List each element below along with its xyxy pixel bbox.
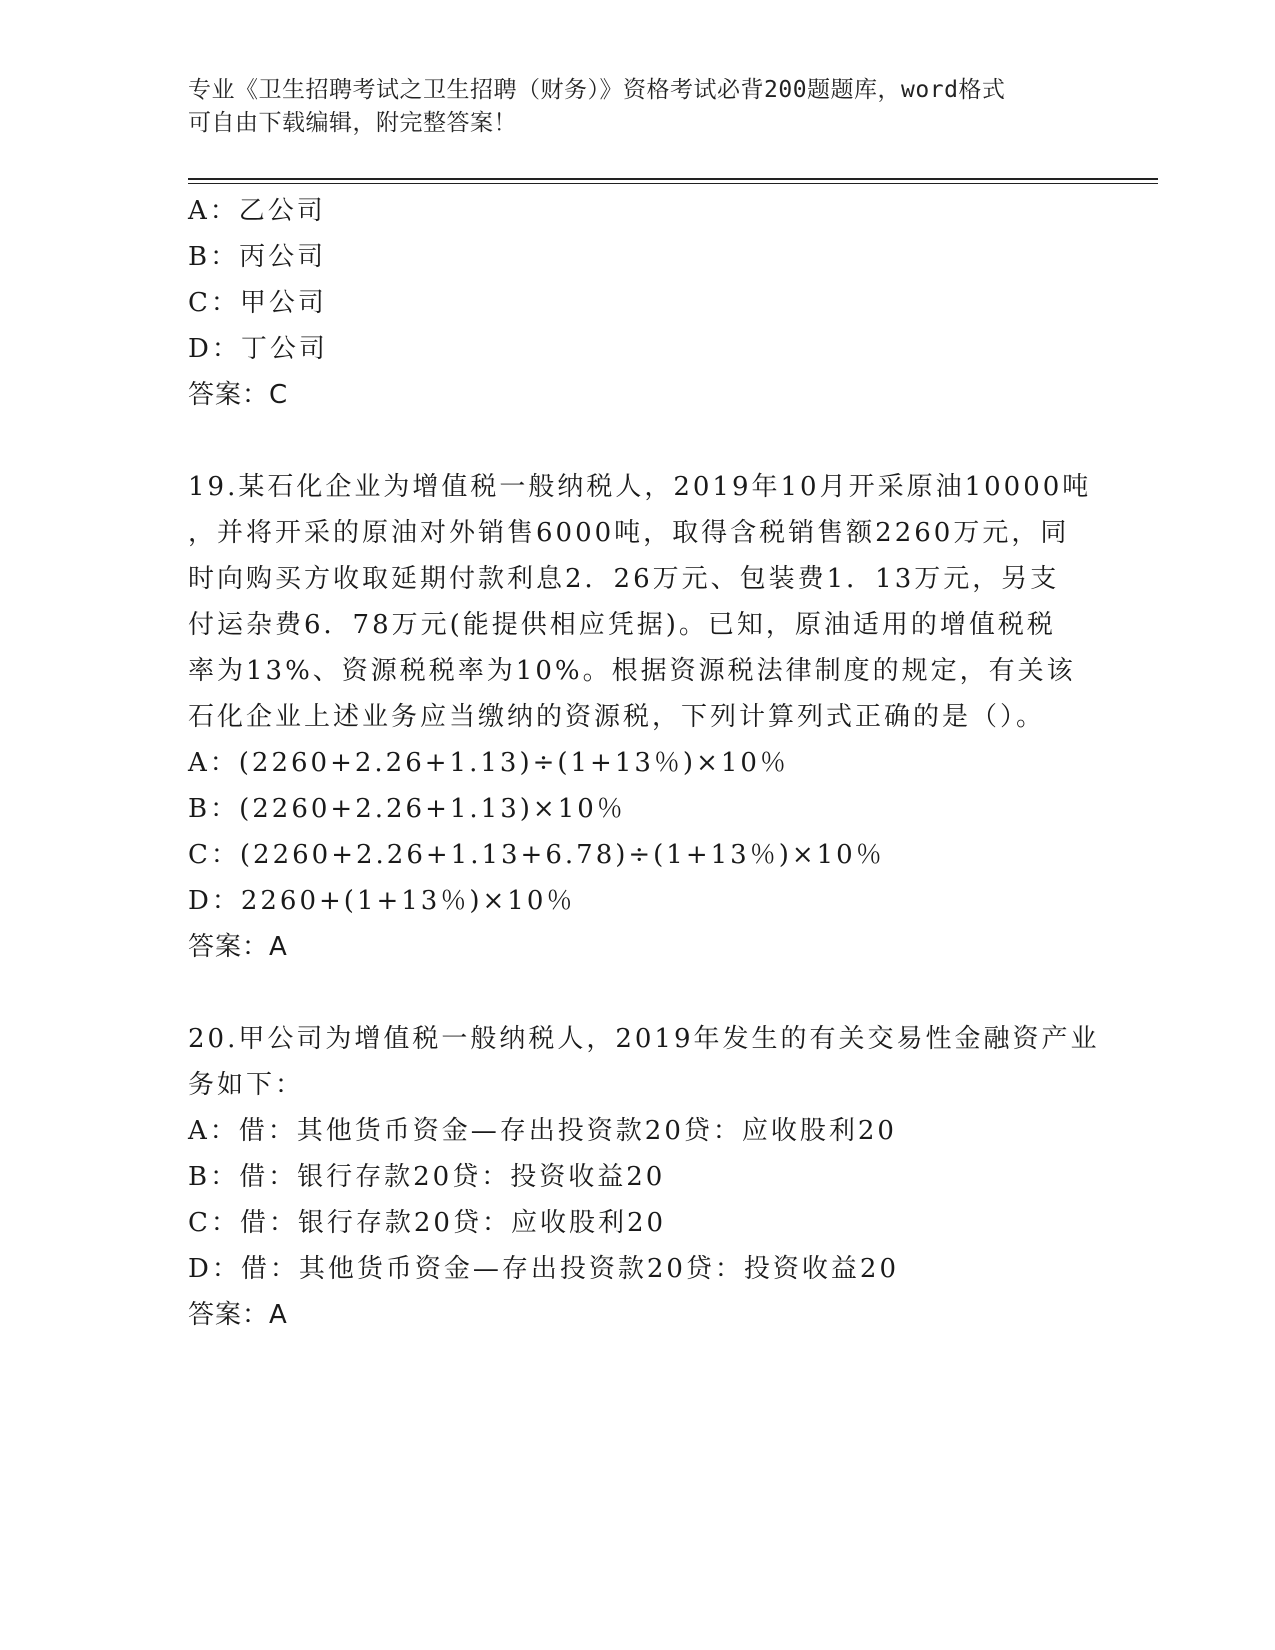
- spacer: [188, 970, 1108, 1016]
- option-b: B：(2260+2.26+1.13)×10％: [188, 794, 626, 824]
- option-a: A：(2260+2.26+1.13)÷(1+13％)×10％: [188, 748, 789, 778]
- question-20-answer: 答案：A: [188, 1300, 288, 1330]
- question-20-options: [188, 1108, 1108, 1292]
- option-b: B：借：银行存款20贷：投资收益20: [188, 1162, 666, 1192]
- question-19-stem: [188, 464, 1108, 740]
- question-18-answer: 答案：C: [188, 380, 289, 410]
- option-d: D：丁公司: [188, 334, 328, 364]
- question-19-options: [188, 740, 1108, 924]
- option-b: B：丙公司: [188, 242, 327, 272]
- stem-line: 务如下：: [188, 1070, 305, 1100]
- option-d: D：2260+(1+13％)×10％: [188, 886, 576, 916]
- stem-line: ，并将开采的原油对外销售6000吨，取得含税销售额2260万元，同: [188, 518, 1070, 548]
- header-divider-thin: [188, 183, 1158, 184]
- stem-line: 时向购买方收取延期付款利息2．26万元、包装费1．13万元，另支: [188, 564, 1060, 594]
- stem-line: 付运杂费6．78万元(能提供相应凭据)。已知，原油适用的增值税税: [188, 610, 1056, 640]
- header-divider-thick: [188, 178, 1158, 180]
- option-c: C：借：银行存款20贷：应收股利20: [188, 1208, 667, 1238]
- option-d: D：借：其他货币资金—存出投资款20贷：投资收益20: [188, 1254, 900, 1284]
- option-a: A：借：其他货币资金—存出投资款20贷：应收股利20: [188, 1116, 897, 1146]
- option-c: C：(2260+2.26+1.13+6.78)÷(1+13％)×10％: [188, 840, 885, 870]
- option-c: C：甲公司: [188, 288, 327, 318]
- header-line-2: 可自由下载编辑，附完整答案！: [188, 110, 517, 136]
- spacer: [188, 418, 1108, 464]
- question-19-answer: 答案：A: [188, 932, 288, 962]
- page-header: [188, 74, 1088, 140]
- stem-line: 19.某石化企业为增值税一般纳税人，2019年10月开采原油10000吨: [188, 472, 1092, 502]
- header-line-1: 专业《卫生招聘考试之卫生招聘（财务）》资格考试必背200题题库，word格式: [188, 77, 1006, 103]
- question-20-stem: [188, 1016, 1108, 1108]
- question-18-options: [188, 188, 1108, 372]
- stem-line: 20.甲公司为增值税一般纳税人，2019年发生的有关交易性金融资产业: [188, 1024, 1100, 1054]
- stem-line: 率为13%、资源税税率为10%。根据资源税法律制度的规定，有关该: [188, 656, 1076, 686]
- stem-line: 石化企业上述业务应当缴纳的资源税，下列计算列式正确的是（）。: [188, 702, 1046, 732]
- question-content: [188, 188, 1108, 1338]
- option-a: A：乙公司: [188, 196, 326, 226]
